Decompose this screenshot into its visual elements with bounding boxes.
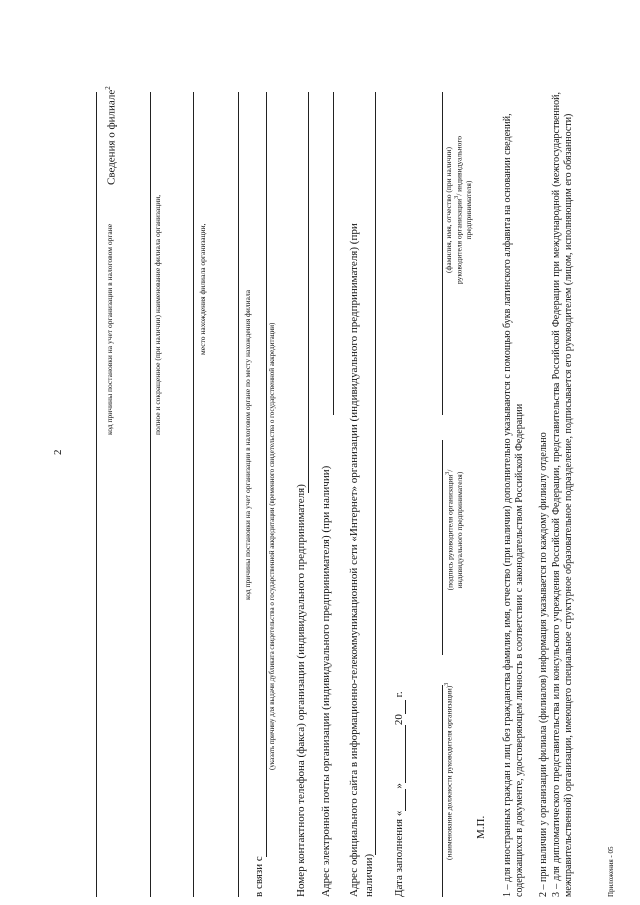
kpp-input-line[interactable] [96, 92, 97, 897]
full-name-caption-line2: руководителя организации [454, 198, 464, 285]
email-input-line[interactable] [333, 92, 334, 415]
branch-name-input-line[interactable] [150, 92, 151, 897]
signature-caption [444, 430, 464, 630]
position-footnote-ref: 3 [444, 682, 450, 686]
website-input-line[interactable] [375, 92, 376, 855]
in-connection-label: в связи с [253, 856, 265, 897]
position-caption [444, 683, 454, 860]
reason-caption: (указать причину для выдачи дубликата свидетельства о государственной аккредитации (временного свидетельства о государственной аккредитации) [268, 322, 276, 770]
kpp-location-caption: код причины постановки на учет организации в налоговом органе по месту нахождения филиала [243, 289, 252, 600]
phone-label: Номер контактного телефона (факса) организации (индивидуального предпринимателя) [295, 484, 307, 897]
page-number: 2 [52, 449, 64, 455]
branch-location-caption: место нахождения филиала организации, [198, 223, 207, 355]
full-name-caption [444, 130, 473, 290]
date-year-prefix: 20 [393, 714, 405, 726]
stamp-label: М.П. [475, 815, 487, 839]
kpp-caption: код причины постановки на учет организации в налоговом органе [105, 223, 114, 435]
website-label-line2: наличии) [363, 853, 375, 897]
section-title [104, 86, 118, 185]
footnote-2: 2 – при наличии у организации филиала (филиалов) информация указывается по каждому филиалу отдельно [538, 432, 549, 897]
signature-input-line[interactable] [442, 440, 443, 655]
signature-caption-line2: индивидуального предпринимателя) [454, 471, 464, 589]
position-caption-text: (наименование должности руководителя организации) [444, 685, 454, 860]
date-field [393, 691, 406, 897]
full-name-caption-line1: (фамилия, имя, отчество (при наличии) [444, 147, 453, 273]
reason-input-line[interactable] [266, 92, 267, 857]
date-year-input[interactable] [393, 700, 406, 714]
phone-input-line[interactable] [308, 92, 309, 493]
section-title-text: Сведения о филиале [105, 89, 118, 185]
date-year-suffix: г. [393, 691, 405, 698]
full-name-footnote-ref: 3 [454, 195, 460, 199]
website-label-line1 [348, 92, 360, 897]
date-month-input[interactable] [393, 725, 406, 783]
position-input-line[interactable] [442, 685, 443, 897]
date-quote-close: » [393, 783, 405, 789]
section-title-footnote-ref: 2 [104, 86, 112, 90]
signature-footnote-ref: 3 [445, 471, 451, 475]
branch-name-caption: полное и сокращенное (при наличии) наименование филиала организации, [153, 194, 162, 435]
kpp-location-input-line[interactable] [238, 92, 239, 897]
email-label: Адрес электронной почты организации (индивидуального предпринимателя) (при наличии) [320, 465, 332, 897]
appendix-mark: Приложения - 05 [607, 846, 615, 897]
footnote-1: 1 – для иностранных граждан и лиц без гражданства фамилия, имя, отчество (при наличии) дополнительно указываются с помощью букв латинского алфавита на основании сведений, содержащихся в документе, удостоверяющем личность в соответствии с законодательством Российской Федерации [502, 113, 525, 897]
footnote-3: 3 – для дипломатического представительства или консульского учреждения Российской Федерации, представительства Российской Федерации при международной (межгосударственной, межправительственной) организации, имеющего специальное структурное образовательное подразделение, подписывается его руководителем (лицом, исполняющим его обязанности) [551, 92, 574, 897]
branch-location-input-line[interactable] [193, 92, 194, 897]
date-day-input[interactable] [393, 789, 406, 811]
full-name-caption-line3: предпринимателя) [463, 180, 473, 240]
signature-caption-slash: / [445, 469, 455, 472]
full-name-input-line[interactable] [442, 92, 443, 415]
website-label-text: Адрес официального сайта в информационно-телекоммуникационной сети «Интернет» организации (индивидуального предпринимателя) (при [348, 223, 360, 897]
signature-caption-line1: (подпись руководителя организации [445, 474, 455, 591]
date-label: Дата заполнения « [393, 810, 405, 897]
full-name-caption-line2-end: / индивидуального [454, 135, 464, 196]
